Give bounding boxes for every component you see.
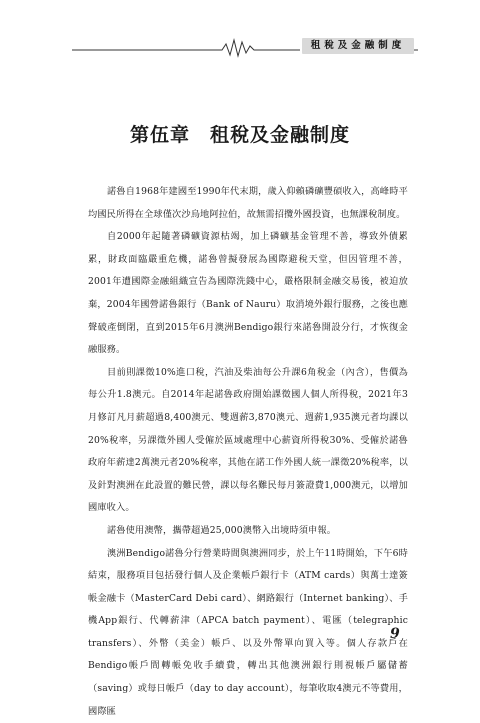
chapter-title: 第伍章 租稅及金融制度	[0, 120, 480, 147]
paragraph: 諾魯使用澳幣，攜帶超過25,000澳幣入出境時須申報。	[88, 520, 408, 543]
running-header	[0, 36, 480, 58]
paragraph: 目前則課徵10%進口稅，汽油及柴油每公升課6角稅金（內含），售價為每公升1.8澳元。自2014年起諾魯政府開始課徵國人個人所得稅，2021年3月修訂凡月薪超過8,400澳元、雙週薪3,870澳元、週薪1,935澳元者均課以20%稅率，另課徵外國人受僱於區域處理中心薪資所得稅30%、受僱於諾魯政府年薪達2萬澳元者20%稅率，其他在諾工作外國人統一課徵20%稅率，以及針對澳洲在此設置的難民營，課以每名難民每月簽證費1,000澳元，以增加國庫收入。	[88, 362, 408, 520]
paragraph: 自2000年起隨著磷礦資源枯竭，加上磷礦基金管理不善，導致外債累累，財政面臨嚴重危機，諾魯曾擬發展為國際避稅天堂，但因管理不善，2001年遭國際金融組織宣告為國際洗錢中心，嚴格限制金融交易後，被迫放棄，2004年國營諾魯銀行（Bank of Nauru）取消境外銀行服務，之後也應聲破產倒閉，直到2015年6月澳洲Bendigo銀行來諾魯開設分行，才恢復金融服務。	[88, 226, 408, 362]
paragraph: 澳洲Bendigo諾魯分行營業時間與澳洲同步，於上午11時開始，下午6時結束，服務項目包括發行個人及企業帳戶銀行卡（ATM cards）與萬士達簽帳金融卡（MasterCard Debi card）、網路銀行（Internet banking）、手機App銀行、代轉薪津（APCA batch payment）、電匯（telegraphic transfers）、外幣（美金）帳戶、以及外幣單向買入等。個人存款戶在Bendigo帳戶間轉帳免收手續費，轉出其他澳洲銀行則視帳戶屬儲蓄（saving）或每日帳戶（day to day account），每筆收取4澳元不等費用，國際匯	[88, 543, 408, 723]
paragraph: 諾魯自1968年建國至1990年代末期，歲入仰賴磷礦豐碩收入，高峰時平均國民所得在全球僅次沙烏地阿拉伯，故無需招攬外國投資，也無課稅制度。	[88, 181, 408, 226]
running-title: 租稅及金融制度	[302, 38, 414, 54]
page-number: 9	[390, 626, 400, 642]
body-text	[88, 181, 408, 723]
